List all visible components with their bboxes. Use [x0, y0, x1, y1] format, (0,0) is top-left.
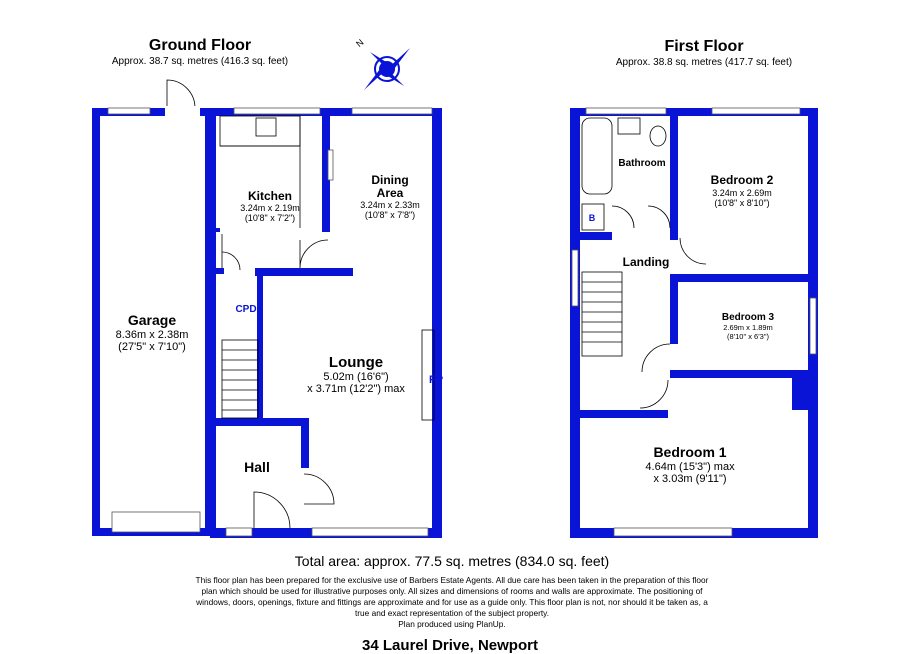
basin-icon	[618, 118, 640, 134]
lounge-label: Lounge	[328, 354, 384, 371]
landing-label: Landing	[622, 255, 670, 269]
bedroom1-label: Bedroom 1	[653, 444, 727, 460]
bedroom1-dim1: 4.64m (15'3") max	[645, 461, 735, 473]
compass-icon	[354, 37, 410, 90]
bedroom2-window	[712, 108, 800, 114]
lounge-window	[312, 528, 428, 536]
bath-icon	[582, 118, 612, 194]
kitchen-worktop	[220, 116, 300, 146]
stairs-ground	[222, 340, 258, 418]
bedroom1-dim2: x 3.03m (9'11")	[653, 473, 727, 485]
property-address: 34 Laurel Drive, Newport	[362, 637, 538, 654]
dining-window	[352, 108, 432, 114]
bedroom2-dim1: 3.24m x 2.69m	[712, 188, 772, 198]
bedroom3-dim1: 2.69m x 1.89m	[723, 323, 773, 332]
garage-dim2: (27'5" x 7'10")	[118, 341, 186, 353]
lounge-dim1: 5.02m (16'6")	[323, 371, 389, 383]
garage-label: Garage	[127, 312, 177, 328]
lounge-door	[304, 474, 334, 504]
garage-entry-door	[167, 80, 195, 108]
kitchen-dim1: 3.24m x 2.19m	[240, 203, 300, 213]
front-door	[254, 492, 290, 528]
bedroom3-dim2: (8'10" x 6'3")	[727, 332, 769, 341]
cpd-label: CPD	[235, 304, 257, 315]
kitchen-dim2: (10'8" x 7'2")	[244, 213, 296, 223]
dining-dim2: (10'8" x 7'8")	[364, 210, 416, 220]
bathroom-label: Bathroom	[618, 158, 666, 169]
dining-dim1: 3.24m x 2.33m	[360, 200, 420, 210]
ground-floor-area: Approx. 38.7 sq. metres (416.3 sq. feet)	[111, 56, 289, 67]
cpd-door	[222, 252, 240, 270]
disclaimer-line-4: true and exact representation of the subject property.	[354, 608, 550, 618]
sink-icon	[256, 118, 276, 136]
disclaimer-line-5: Plan produced using PlanUp.	[398, 619, 506, 629]
dining-label-1: Dining	[371, 173, 409, 187]
bedroom2-dim2: (10'8" x 8'10")	[714, 198, 770, 208]
fireplace-label: FP	[428, 374, 444, 386]
toilet-icon	[650, 126, 666, 146]
disclaimer-line-3: windows, doors, openings, fixture and fittings are approximate and for use as a guide only. This floor plan is not, nor should it be taken as, a	[196, 597, 708, 607]
kitchen-door	[300, 240, 328, 268]
bedroom2-label: Bedroom 2	[710, 173, 774, 187]
bathroom-window	[586, 108, 666, 114]
bedroom3-label: Bedroom 3	[721, 312, 775, 323]
compass-north-label: N	[354, 37, 366, 50]
total-area: Total area: approx. 77.5 sq. metres (834.0 sq. feet)	[294, 553, 610, 569]
landing-window	[572, 250, 578, 306]
hall-label: Hall	[244, 459, 270, 475]
garage-window	[108, 108, 150, 114]
garage-dim1: 8.36m x 2.38m	[115, 329, 189, 341]
first-floor-title: First Floor	[664, 38, 744, 55]
dining-label-2: Area	[376, 186, 404, 200]
ground-floor-title: Ground Floor	[148, 37, 252, 54]
lounge-dim2: x 3.71m (12'2") max	[307, 383, 405, 395]
disclaimer-line-2: plan which should be used for illustrative purposes only. All sizes and dimensions of rooms and walls are approximate. The positioning of	[201, 586, 703, 596]
hall-window	[226, 528, 252, 536]
cupboard-label: B	[588, 213, 596, 223]
bedroom3-window	[810, 298, 816, 354]
garage-door	[112, 512, 200, 532]
disclaimer-line-1: This floor plan has been prepared for the exclusive use of Barbers Estate Agents. All due care has been taken in the preparation of this floor	[195, 575, 709, 585]
kitchen-side-window	[328, 150, 333, 180]
stairs-first	[582, 272, 622, 356]
kitchen-label: Kitchen	[247, 189, 293, 203]
first-floor-area: Approx. 38.8 sq. metres (417.7 sq. feet)	[615, 57, 793, 68]
kitchen-window	[234, 108, 320, 114]
bedroom1-window	[614, 528, 732, 536]
